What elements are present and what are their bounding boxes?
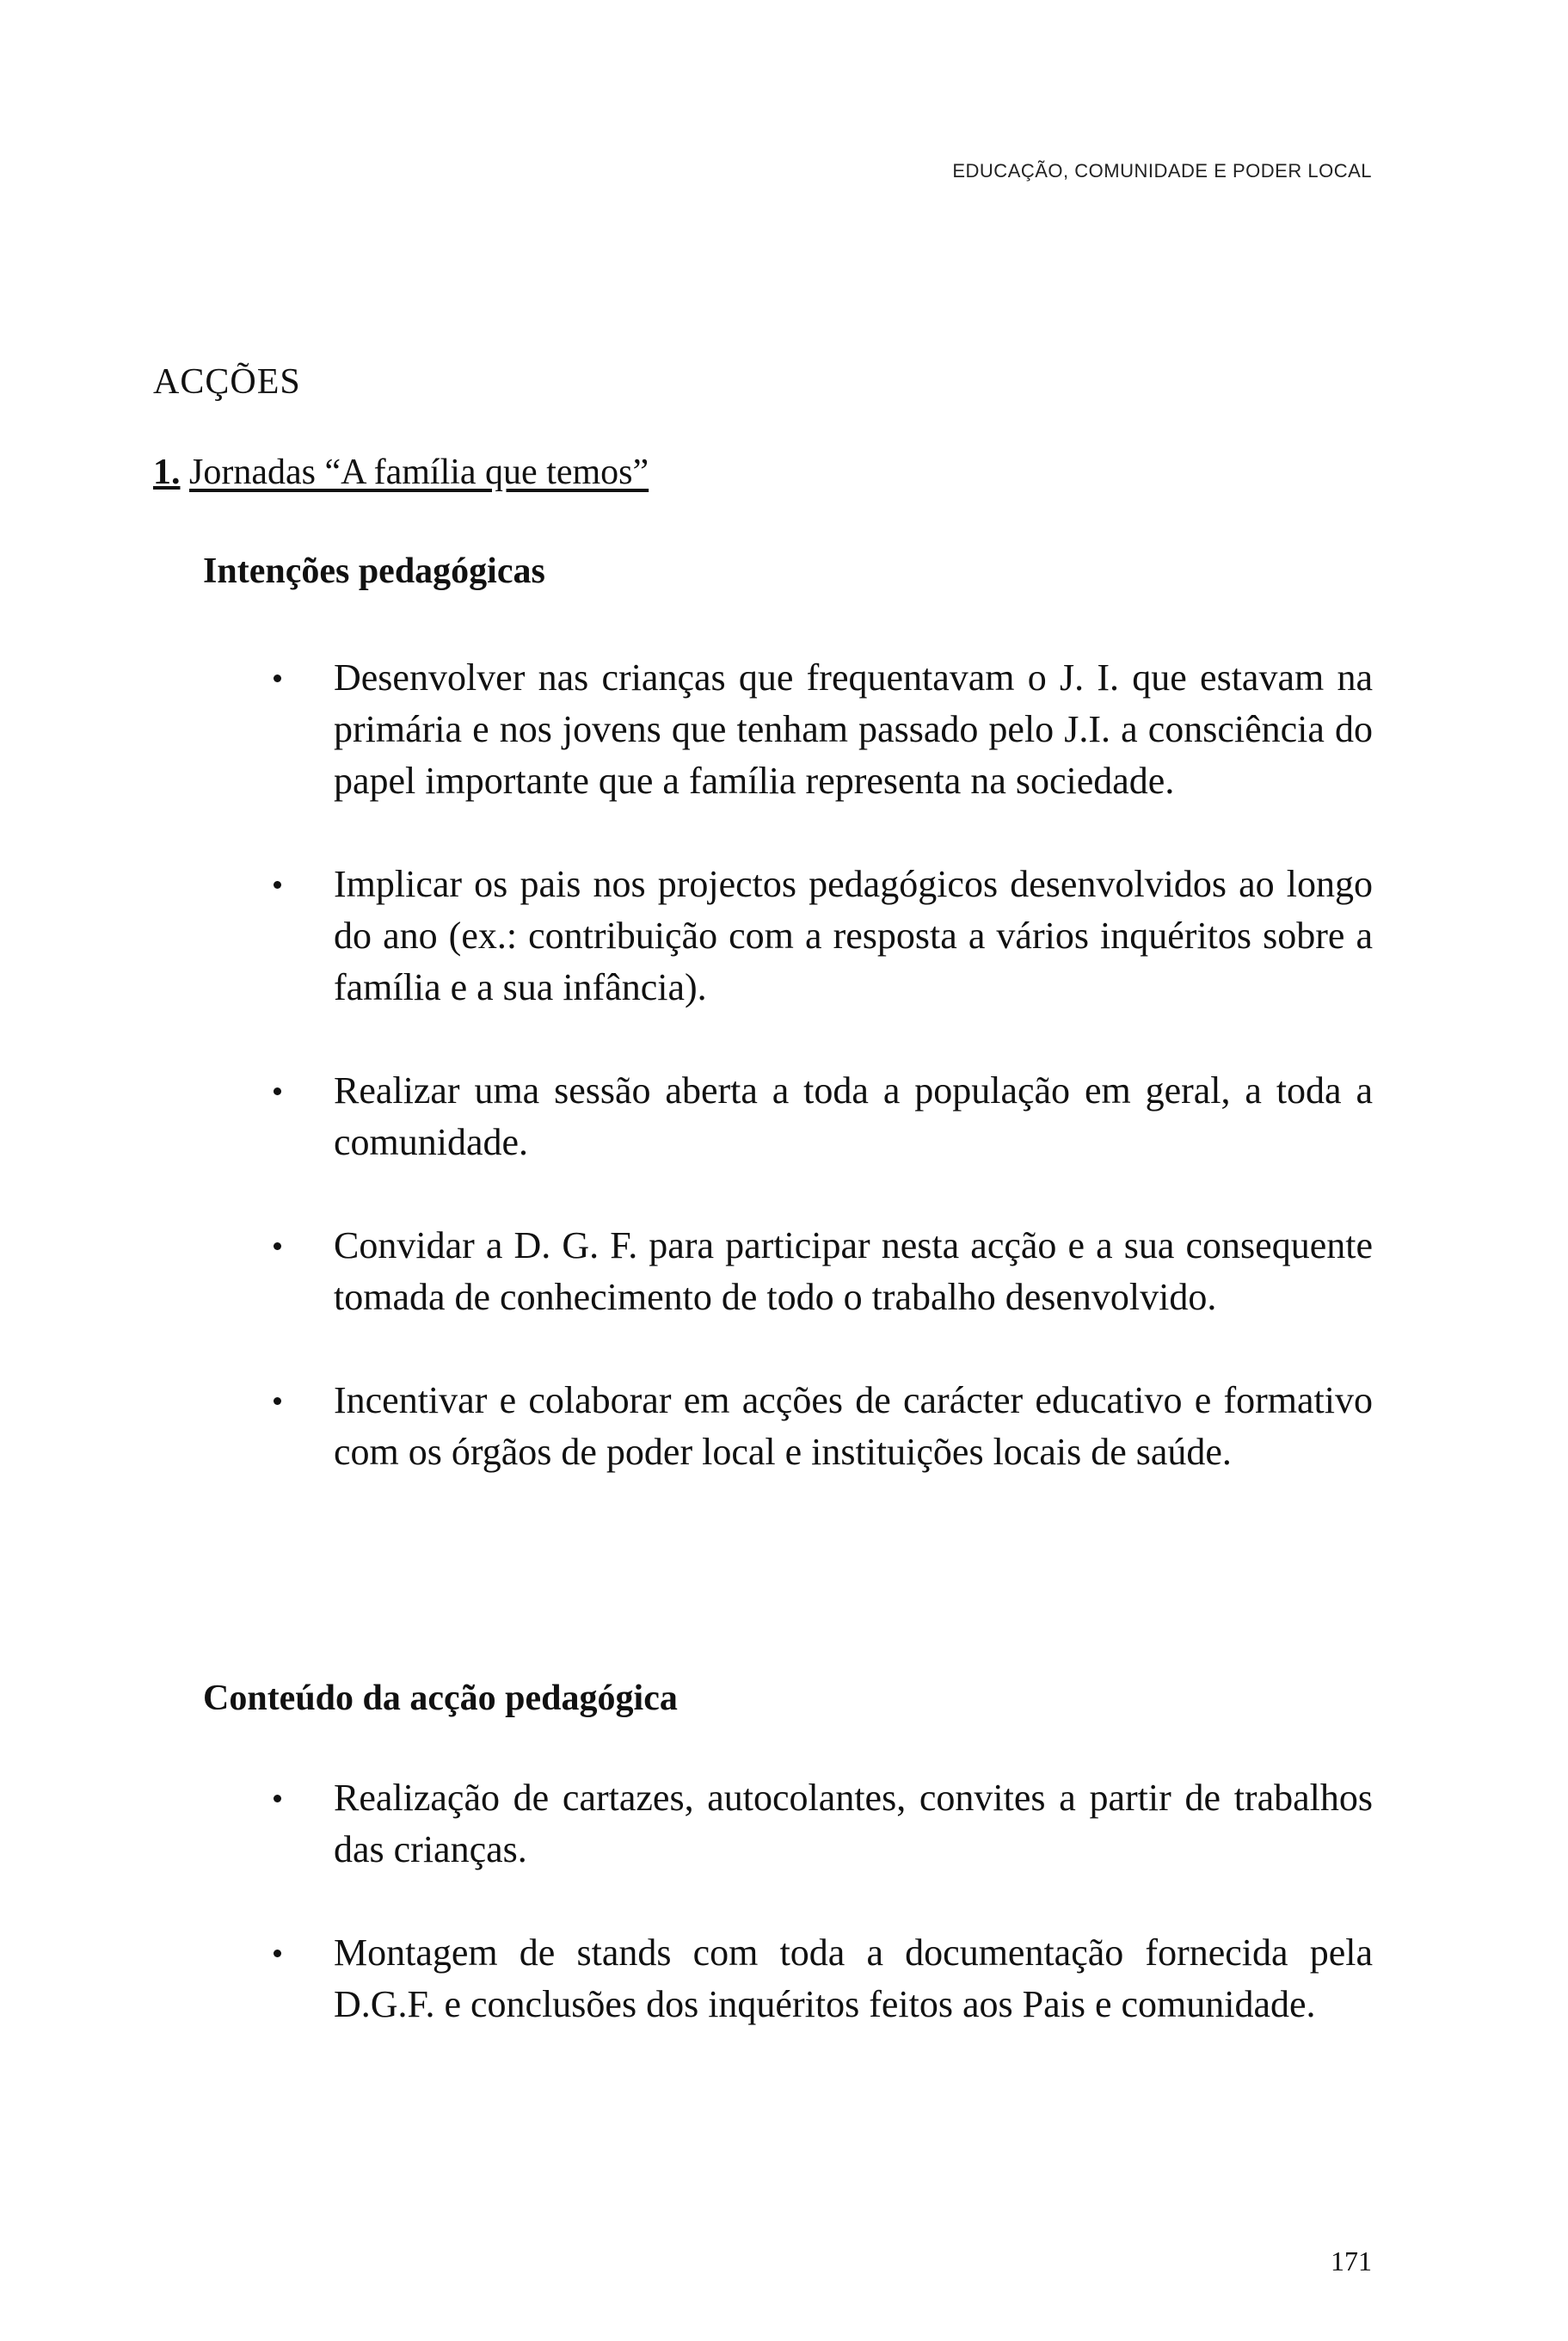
intencoes-heading: Intenções pedagógicas — [203, 551, 545, 591]
list-item — [255, 1772, 1373, 1876]
bullet-icon — [274, 1950, 281, 1957]
page-number: 171 — [1331, 2246, 1372, 2276]
list-item — [255, 1927, 1373, 2030]
intencoes-list — [255, 652, 1373, 1530]
bullet-icon — [274, 1795, 281, 1802]
list-item-text: Convidar a D. G. F. para participar nesta acção e a sua consequente tomada de conhecimento de todo o trabalho desenvolvido. — [334, 1224, 1373, 1318]
conteudo-heading: Conteúdo da acção pedagógica — [203, 1679, 678, 1718]
subsection-title-text: Jornadas “A família que temos” — [189, 453, 649, 492]
running-header: EDUCAÇÃO, COMUNIDADE E PODER LOCAL — [952, 160, 1372, 182]
subsection-title — [153, 452, 649, 493]
list-item — [255, 652, 1373, 807]
list-item — [255, 1375, 1373, 1478]
bullet-icon — [274, 1242, 281, 1250]
list-item — [255, 1220, 1373, 1323]
section-title: ACÇÕES — [153, 362, 301, 402]
list-item — [255, 1065, 1373, 1168]
bullet-icon — [274, 675, 281, 682]
list-item-text: Montagem de stands com toda a documentação fornecida pela D.G.F. e conclusões dos inquéritos feitos aos Pais e comunidade. — [334, 1931, 1373, 2025]
list-item-text: Desenvolver nas crianças que frequentavam o J. I. que estavam na primária e nos jovens que tenham passado pelo J.I. a consciência do papel importante que a família representa na sociedade. — [334, 656, 1373, 802]
subsection-number: 1. — [153, 453, 181, 492]
bullet-icon — [274, 881, 281, 889]
list-item-text: Implicar os pais nos projectos pedagógicos desenvolvidos ao longo do ano (ex.: contribuição com a resposta a vários inquéritos sobre a família e a sua infância). — [334, 863, 1373, 1008]
list-item — [255, 859, 1373, 1013]
bullet-icon — [274, 1397, 281, 1405]
list-item-text: Incentivar e colaborar em acções de carácter educativo e formativo com os órgãos de poder local e instituições locais de saúde. — [334, 1379, 1373, 1473]
list-item-text: Realizar uma sessão aberta a toda a população em geral, a toda a comunidade. — [334, 1069, 1373, 1163]
list-item-text: Realização de cartazes, autocolantes, convites a partir de trabalhos das crianças. — [334, 1777, 1373, 1870]
bullet-icon — [274, 1087, 281, 1095]
conteudo-list — [255, 1772, 1373, 2082]
